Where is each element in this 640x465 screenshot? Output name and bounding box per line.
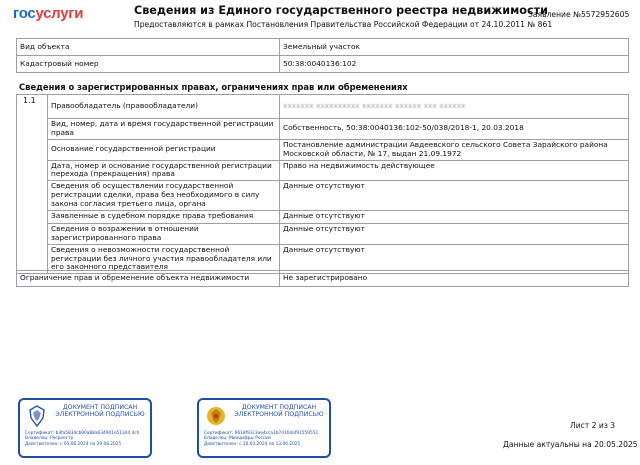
stamp-owner: Владелец: Минцифры России [204, 436, 271, 442]
right-holder-value: ххххххх хххххххххх ххххххх хххххх ххх хххххх [280, 95, 629, 119]
table-row [17, 223, 629, 244]
registration-basis-label: Основание государственной регистрации [48, 139, 280, 160]
objection-label: Сведения о возражении в отношении зарегистрированного права [48, 223, 280, 244]
registration-type-value: Собственность, 50:38:0040136:102-50/038/2018-1, 20.03.2018 [280, 119, 629, 140]
signature-stamp-mintsifry [197, 398, 331, 458]
table-row [17, 181, 629, 211]
coat-of-arms-icon [26, 404, 48, 428]
document-subtitle: Предоставляются в рамках Постановления Правительства Российской Федерации от 24.10.2011 № 861 [134, 20, 553, 29]
object-type-label: Вид объекта [17, 39, 280, 56]
rights-number: 1.1 [17, 95, 48, 274]
transfer-label: Дата, номер и основание государственной регистрации перехода (прекращения) права [48, 160, 280, 181]
rights-table [16, 94, 629, 274]
transfer-value: Право на недвижимость действующее [280, 160, 629, 181]
no-personal-registration-value: Данные отсутствуют [280, 244, 629, 274]
table-row [17, 39, 629, 56]
table-row [17, 119, 629, 140]
registration-type-label: Вид, номер, дата и время государственной регистрации права [48, 119, 280, 140]
stamp-details [204, 431, 318, 447]
deal-registration-label: Сведения об осуществлении государственной регистрации сделки, права без необходимого в силу закона согласия третьего лица, органа [48, 181, 280, 211]
document-title: Сведения из Единого государственного реестра недвижимости [134, 4, 548, 17]
table-row [17, 210, 629, 223]
cadastral-number-value: 50:38:0040136:102 [280, 56, 629, 73]
table-row [17, 271, 629, 287]
objection-value: Данные отсутствуют [280, 223, 629, 244]
object-table [16, 38, 629, 73]
stamp-heading: ДОКУМЕНТ ПОДПИСАН ЭЛЕКТРОННОЙ ПОДПИСЬЮ [55, 404, 145, 419]
restrictions-value: Не зарегистрировано [280, 271, 629, 287]
deal-registration-value: Данные отсутствуют [280, 181, 629, 211]
data-actual-date: Данные актуальны на 20.05.2025 [503, 440, 638, 449]
object-type-value: Земельный участок [280, 39, 629, 56]
watermark [362, 354, 378, 400]
table-row [17, 56, 629, 73]
stamp-valid: Действителен: с 05.06.2024 по 29.08.2025 [25, 441, 122, 447]
court-claims-value: Данные отсутствуют [280, 210, 629, 223]
restrictions-table [16, 270, 629, 287]
stamp-details [25, 431, 139, 447]
table-row [17, 95, 629, 119]
table-row [17, 160, 629, 181]
stamp-heading: ДОКУМЕНТ ПОДПИСАН ЭЛЕКТРОННОЙ ПОДПИСЬЮ [234, 404, 324, 419]
gosuslugi-logo: госуслуги [13, 5, 84, 22]
stamp-owner: Владелец: Росреестр [25, 436, 74, 442]
section-title: Сведения о зарегистрированных правах, ограничениях прав или обременениях [19, 82, 408, 92]
sheet-number: Лист 2 из 3 [570, 421, 616, 430]
restrictions-label: Ограничение прав и обременение объекта недвижимости [17, 271, 280, 287]
statement-number: Заявление №5572952605 [528, 10, 630, 19]
no-personal-registration-label: Сведения о невозможности государственной регистрации без личного участия правообладателя или его законного представителя [48, 244, 280, 274]
signature-stamp-rosreestr [18, 398, 152, 458]
stamp-valid: Действителен: с 20.03.2024 по 13.06.2025 [204, 441, 301, 447]
right-holder-label: Правообладатель (правообладатели) [48, 95, 280, 119]
table-row [17, 139, 629, 160]
stamp-cert: Сертификат: b3fa5834cb90a88a634901e51344 4ch [25, 431, 140, 436]
cadastral-number-label: Кадастровый номер [17, 56, 280, 73]
registration-basis-value: Постановление администрации Авдеевского сельского Совета Зарайского района Московской области, № 17, выдан 21.09.1972 [280, 139, 629, 160]
double-eagle-emblem-icon [205, 404, 227, 428]
court-claims-label: Заявленные в судебном порядке права требования [48, 210, 280, 223]
stamp-cert: Сертификат: 6618f93c3ae4cca1b7d164af91559551 [204, 431, 319, 436]
